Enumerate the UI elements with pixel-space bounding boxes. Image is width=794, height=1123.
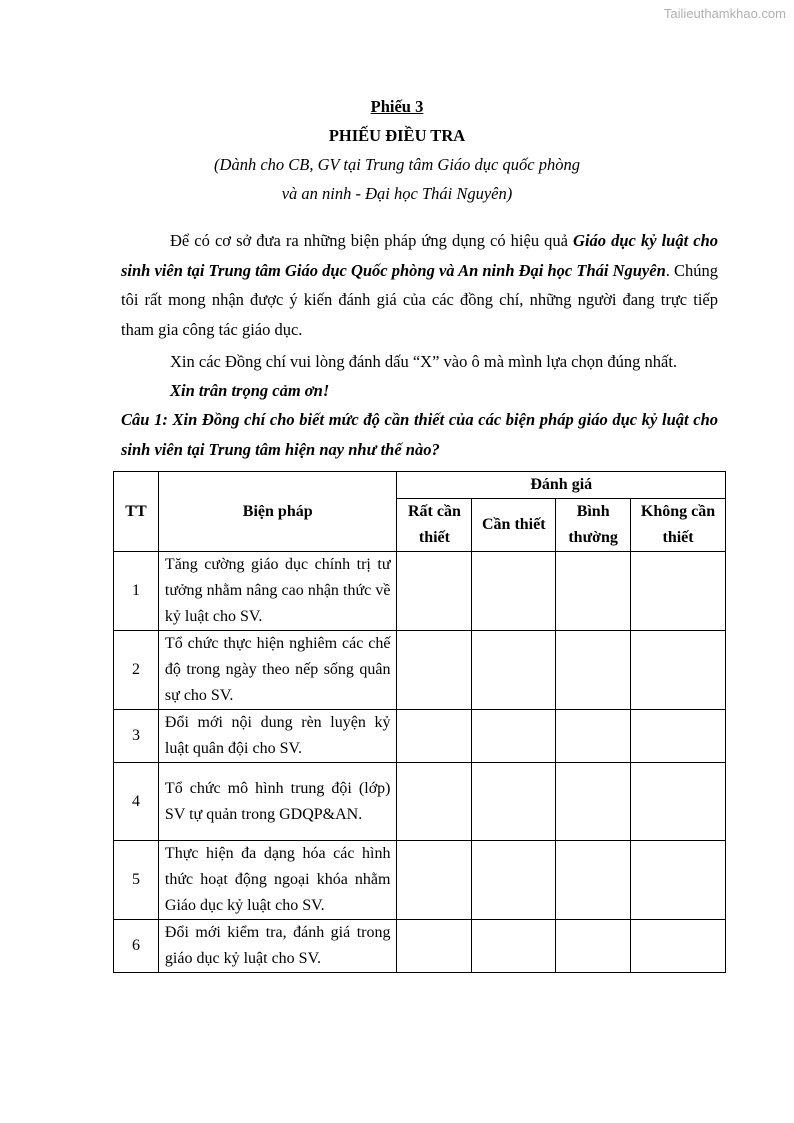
header-evaluation: Đánh giá bbox=[397, 472, 726, 499]
rating-cell-not-necessary[interactable] bbox=[631, 920, 726, 973]
rating-cell-not-necessary[interactable] bbox=[631, 552, 726, 631]
row-number: 4 bbox=[114, 763, 159, 841]
rating-cell-very-necessary[interactable] bbox=[397, 552, 472, 631]
rating-cell-very-necessary[interactable] bbox=[397, 920, 472, 973]
table-row bbox=[114, 841, 726, 920]
table-row bbox=[114, 920, 726, 973]
rating-cell-very-necessary[interactable] bbox=[397, 841, 472, 920]
rating-cell-very-necessary[interactable] bbox=[397, 631, 472, 710]
subtitle-line1: (Dành cho CB, GV tại Trung tâm Giáo dục quốc phòng bbox=[214, 155, 580, 174]
rating-cell-normal[interactable] bbox=[556, 841, 631, 920]
rating-cell-not-necessary[interactable] bbox=[631, 631, 726, 710]
rating-cell-necessary[interactable] bbox=[472, 710, 556, 763]
subtitle-line2: và an ninh - Đại học Thái Nguyên) bbox=[281, 184, 513, 203]
rating-cell-normal[interactable] bbox=[556, 552, 631, 631]
intro-paragraph bbox=[121, 226, 718, 344]
thanks: Xin trân trọng cảm ơn! bbox=[170, 381, 330, 400]
header-measure: Biện pháp bbox=[158, 472, 397, 552]
rating-cell-normal[interactable] bbox=[556, 710, 631, 763]
measure-text: Tăng cường giáo dục chính trị tư tưởng nhằm nâng cao nhận thức về kỷ luật cho SV. bbox=[158, 552, 397, 631]
table-row bbox=[114, 710, 726, 763]
rating-cell-not-necessary[interactable] bbox=[631, 710, 726, 763]
header-tt: TT bbox=[114, 472, 159, 552]
measure-text: Đổi mới nội dung rèn luyện kỷ luật quân đội cho SV. bbox=[158, 710, 397, 763]
intro-emphasis: Giáo dục kỷ luật cho sinh viên tại Trung tâm Giáo dục Quốc phòng và An ninh Đại học Thái Nguyên bbox=[121, 231, 719, 280]
rating-cell-necessary[interactable] bbox=[472, 841, 556, 920]
rating-cell-normal[interactable] bbox=[556, 631, 631, 710]
measure-text: Tổ chức mô hình trung đội (lớp) SV tự quản trong GDQP&AN. bbox=[158, 763, 397, 841]
page-title: PHIẾU ĐIỀU TRA bbox=[328, 126, 466, 145]
header-very-necessary: Rất cần thiết bbox=[397, 499, 472, 552]
rating-cell-necessary[interactable] bbox=[472, 631, 556, 710]
rating-cell-not-necessary[interactable] bbox=[631, 763, 726, 841]
measure-text: Đổi mới kiểm tra, đánh giá trong giáo dục kỷ luật cho SV. bbox=[158, 920, 397, 973]
rating-cell-necessary[interactable] bbox=[472, 552, 556, 631]
intro-text: Để có cơ sở đưa ra những biện pháp ứng dụng có hiệu quả bbox=[170, 231, 574, 250]
header-necessary: Cần thiết bbox=[472, 499, 556, 552]
rating-cell-very-necessary[interactable] bbox=[397, 763, 472, 841]
form-number: Phiếu 3 bbox=[370, 97, 424, 116]
rating-cell-necessary[interactable] bbox=[472, 920, 556, 973]
measure-text: Tổ chức thực hiện nghiêm các chế độ trong ngày theo nếp sống quân sự cho SV. bbox=[158, 631, 397, 710]
rating-cell-necessary[interactable] bbox=[472, 763, 556, 841]
survey-table bbox=[113, 471, 726, 973]
measure-text: Thực hiện đa dạng hóa các hình thức hoạt động ngoại khóa nhằm Giáo dục kỷ luật cho SV. bbox=[158, 841, 397, 920]
table-row bbox=[114, 631, 726, 710]
header-not-necessary: Không cần thiết bbox=[631, 499, 726, 552]
rating-cell-very-necessary[interactable] bbox=[397, 710, 472, 763]
row-number: 5 bbox=[114, 841, 159, 920]
watermark: Tailieuthamkhao.com bbox=[663, 6, 786, 21]
row-number: 6 bbox=[114, 920, 159, 973]
row-number: 2 bbox=[114, 631, 159, 710]
header-normal: Bình thường bbox=[556, 499, 631, 552]
table-row bbox=[114, 552, 726, 631]
intro-text-end: . Chúng tôi rất mong nhận được ý kiến đánh giá của các đồng chí, những người đang trực tiếp tham gia công tác giáo dục. bbox=[121, 260, 719, 339]
rating-cell-normal[interactable] bbox=[556, 920, 631, 973]
rating-cell-normal[interactable] bbox=[556, 763, 631, 841]
question-1: Câu 1: Xin Đồng chí cho biết mức độ cần thiết của các biện pháp giáo dục kỷ luật cho sinh viên tại Trung tâm hiện nay như thế nào? bbox=[121, 410, 718, 459]
row-number: 3 bbox=[114, 710, 159, 763]
instruction: Xin các Đồng chí vui lòng đánh dấu “X” vào ô mà mình lựa chọn đúng nhất. bbox=[170, 352, 678, 371]
rating-cell-not-necessary[interactable] bbox=[631, 841, 726, 920]
row-number: 1 bbox=[114, 552, 159, 631]
table-row bbox=[114, 763, 726, 841]
